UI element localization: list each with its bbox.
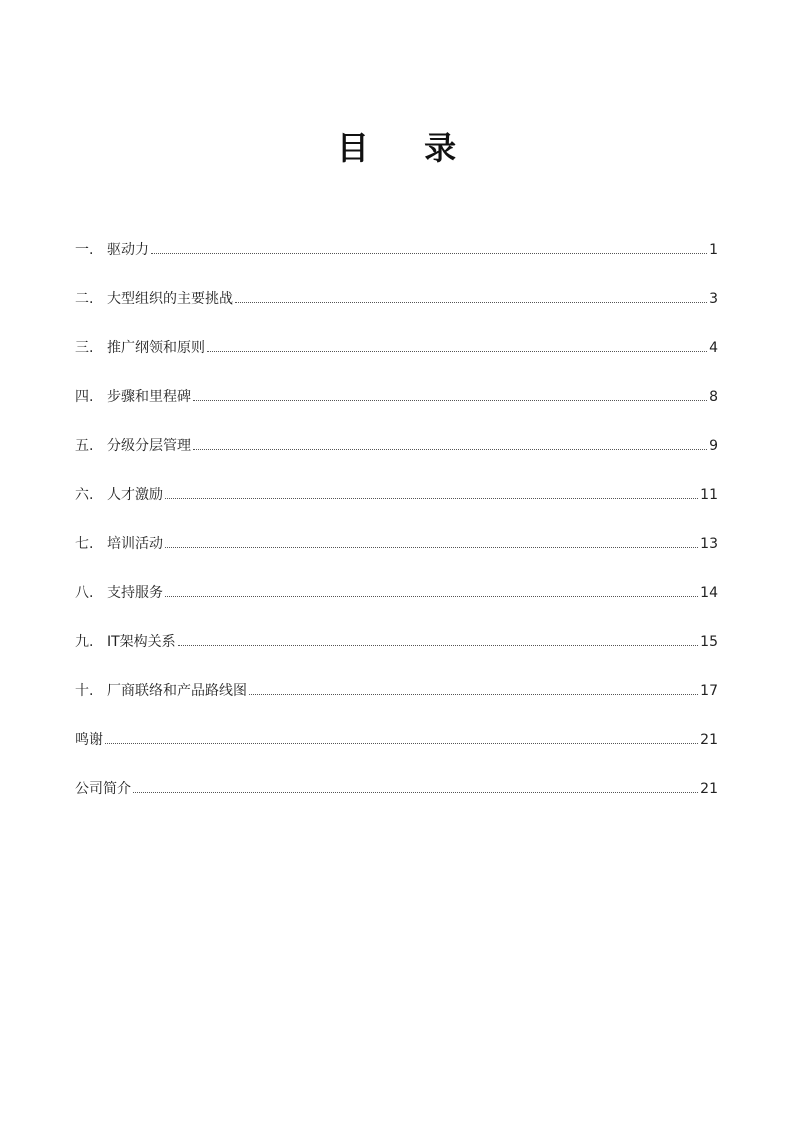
toc-entry[interactable]: [75, 534, 718, 583]
toc-entry[interactable]: [75, 730, 718, 779]
dot-leader: [207, 351, 707, 352]
entry-page-number: 8: [709, 389, 718, 405]
toc-entry[interactable]: [75, 289, 718, 338]
dot-leader: [193, 400, 707, 401]
toc-title: 目 录: [336, 129, 479, 167]
dot-leader: [178, 645, 698, 646]
toc-entry[interactable]: [75, 436, 718, 485]
entry-page-number: 21: [700, 781, 718, 797]
entry-label: 支持服务: [107, 585, 163, 601]
entry-number: 六.: [75, 487, 94, 503]
entry-page-number: 13: [700, 536, 718, 552]
entry-label: 大型组织的主要挑战: [107, 291, 233, 307]
entry-label: 公司简介: [75, 781, 131, 797]
dot-leader: [193, 449, 707, 450]
toc-entry[interactable]: [75, 240, 718, 289]
entry-number: 七.: [75, 536, 94, 552]
entry-label: 培训活动: [107, 536, 163, 552]
entry-label: 驱动力: [107, 242, 149, 258]
entry-number: 二.: [75, 291, 94, 307]
toc-entry[interactable]: [75, 583, 718, 632]
entry-number: 八.: [75, 585, 94, 601]
entry-number: 一.: [75, 242, 94, 258]
toc-entry[interactable]: [75, 681, 718, 730]
toc-entry[interactable]: [75, 485, 718, 534]
dot-leader: [165, 596, 698, 597]
entry-page-number: 1: [709, 242, 718, 258]
entry-number: 九.: [75, 634, 94, 650]
entry-page-number: 14: [700, 585, 718, 601]
toc-entry[interactable]: [75, 779, 718, 828]
entry-page-number: 4: [709, 340, 718, 356]
entry-number: 三.: [75, 340, 94, 356]
toc-list: [75, 240, 718, 828]
dot-leader: [165, 547, 698, 548]
entry-label: 鸣谢: [75, 732, 103, 748]
toc-entry[interactable]: [75, 632, 718, 681]
entry-page-number: 11: [700, 487, 718, 503]
entry-number: 五.: [75, 438, 94, 454]
dot-leader: [249, 694, 698, 695]
entry-label: 推广纲领和原则: [107, 340, 205, 356]
entry-label: IT架构关系: [107, 634, 176, 650]
entry-label: 步骤和里程碑: [107, 389, 191, 405]
dot-leader: [151, 253, 707, 254]
entry-page-number: 17: [700, 683, 718, 699]
dot-leader: [133, 792, 698, 793]
toc-entry[interactable]: [75, 338, 718, 387]
entry-number: 四.: [75, 389, 94, 405]
entry-page-number: 15: [700, 634, 718, 650]
entry-page-number: 9: [709, 438, 718, 454]
dot-leader: [165, 498, 698, 499]
entry-label: 厂商联络和产品路线图: [107, 683, 247, 699]
dot-leader: [235, 302, 707, 303]
entry-page-number: 3: [709, 291, 718, 307]
entry-page-number: 21: [700, 732, 718, 748]
toc-entry[interactable]: [75, 387, 718, 436]
entry-number: 十.: [75, 683, 94, 699]
entry-label: 人才激励: [107, 487, 163, 503]
entry-label: 分级分层管理: [107, 438, 191, 454]
dot-leader: [105, 743, 698, 744]
